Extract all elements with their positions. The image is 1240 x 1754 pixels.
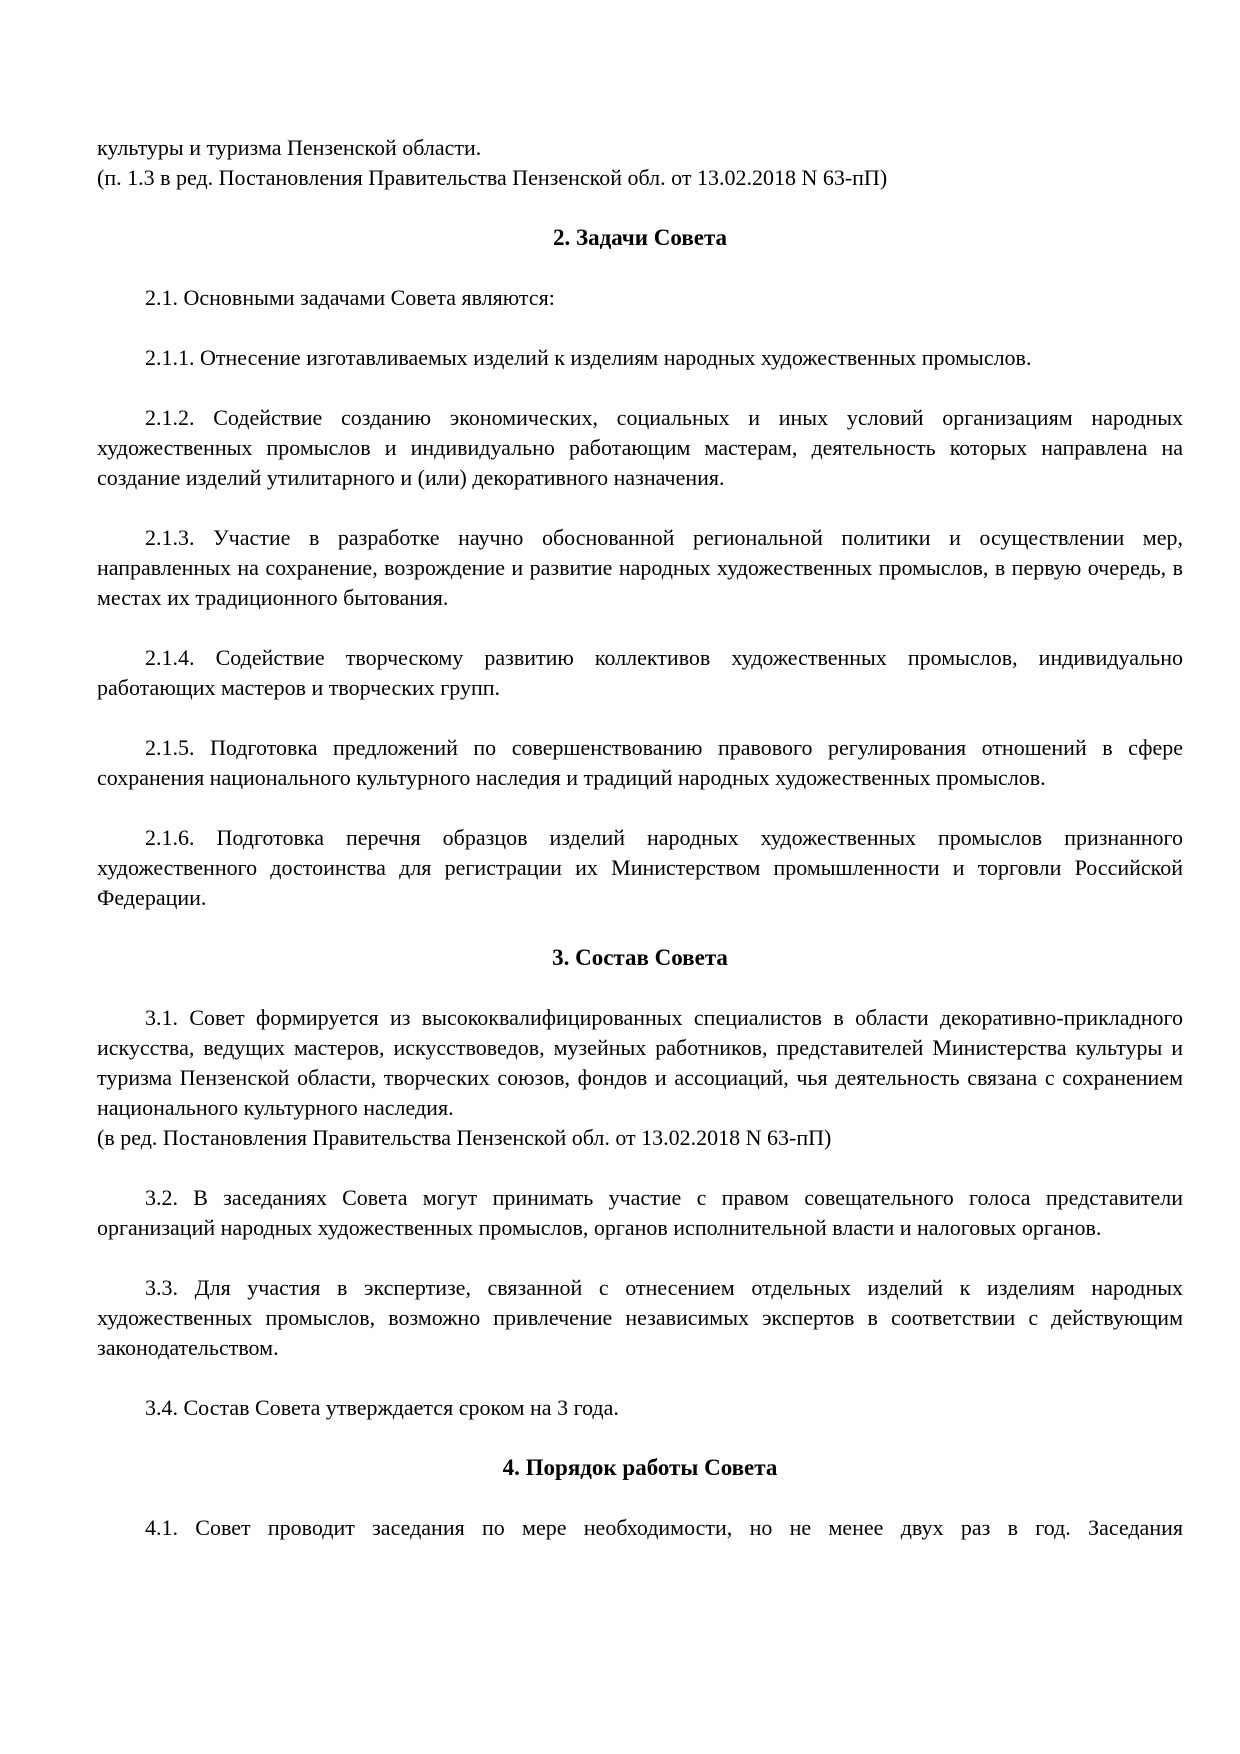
paragraph: 3.4. Состав Совета утверждается сроком на 3 года. [145,1395,619,1420]
paragraph: 2.1. Основными задачами Совета являются: [145,285,555,310]
paragraph: 2.1.1. Отнесение изготавливаемых изделий к изделиям народных художественных промыслов. [145,345,1032,370]
paragraph: (п. 1.3 в ред. Постановления Правительства Пензенской обл. от 13.02.2018 N 63-пП) [97,165,888,190]
paragraph: 2.1.4. Содействие творческому развитию коллективов художественных промыслов, индивидуально работающих мастеров и творческих групп. [97,645,1183,700]
paragraph: культуры и туризма Пензенской области. [97,135,482,160]
section-heading: 3. Состав Совета [552,945,728,970]
section-heading: 4. Порядок работы Совета [502,1455,778,1480]
document-page-content [97,133,1183,1543]
paragraph: (в ред. Постановления Правительства Пензенской обл. от 13.02.2018 N 63-пП) [97,1125,832,1150]
paragraph: 3.1. Совет формируется из высококвалифицированных специалистов в области декоративно-прикладного искусства, ведущих мастеров, искусствоведов, музейных работников, представителей Министерства культуры и туризма Пензенской области, творческих союзов, фондов и ассоциаций, чья деятельность связана с сохранением национального культурного наследия. [97,1005,1183,1120]
paragraph: 4.1. Совет проводит заседания по мере необходимости, но не менее двух раз в год. Заседания [145,1515,1183,1540]
section-heading: 2. Задачи Совета [552,225,728,250]
paragraph: 2.1.2. Содействие созданию экономических, социальных и иных условий организациям народных художественных промыслов и индивидуально работающим мастерам, деятельность которых направлена на создание изделий утилитарного и (или) декоративного назначения. [97,405,1183,490]
paragraph: 2.1.5. Подготовка предложений по совершенствованию правового регулирования отношений в сфере сохранения национального культурного наследия и традиций народных художественных промыслов. [97,735,1183,790]
paragraph: 3.2. В заседаниях Совета могут принимать участие с правом совещательного голоса представители организаций народных художественных промыслов, органов исполнительной власти и налоговых органов. [97,1185,1183,1240]
paragraph: 2.1.3. Участие в разработке научно обоснованной региональной политики и осуществлении мер, направленных на сохранение, возрождение и развитие народных художественных промыслов, в первую очередь, в местах их традиционного бытования. [97,525,1183,610]
paragraph: 2.1.6. Подготовка перечня образцов изделий народных художественных промыслов признанного художественного достоинства для регистрации их Министерством промышленности и торговли Российской Федерации. [97,825,1183,910]
paragraph: 3.3. Для участия в экспертизе, связанной с отнесением отдельных изделий к изделиям народных художественных промыслов, возможно привлечение независимых экспертов в соответствии с действующим законодательством. [97,1275,1183,1360]
